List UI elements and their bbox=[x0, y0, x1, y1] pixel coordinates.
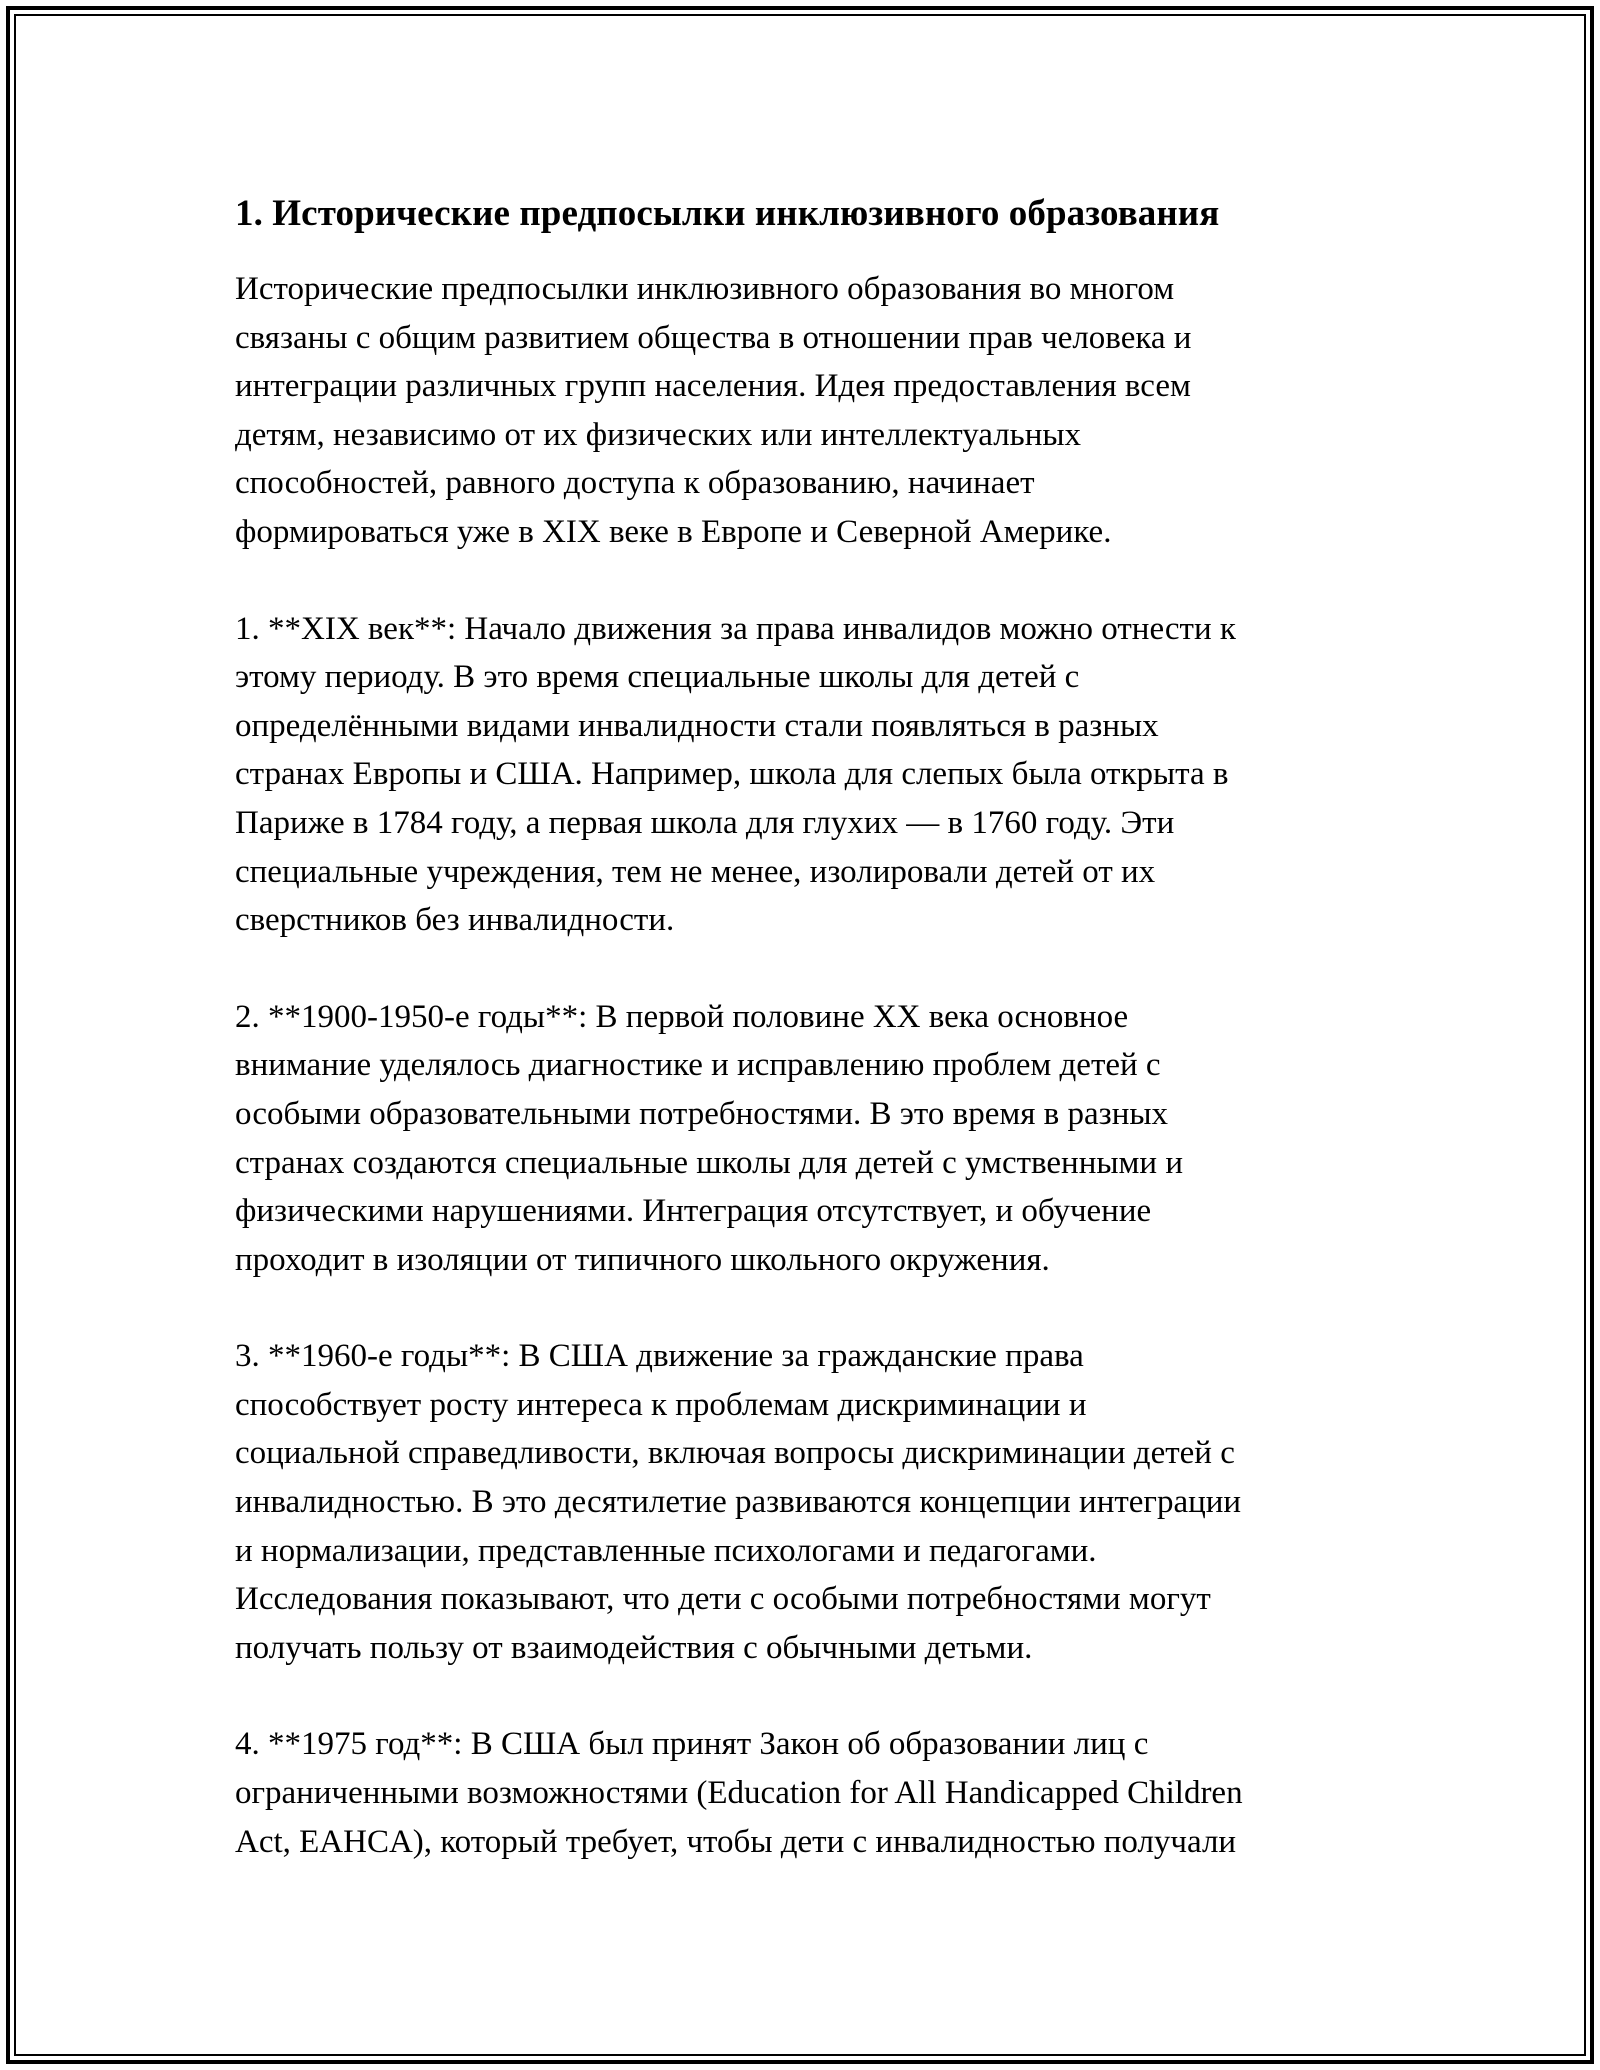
intro-paragraph: Исторические предпосылки инклюзивного образования во многом связаны с общим развитием общества в отношении прав человека и интеграции различных групп населения. Идея предоставления всем детям, независимо от их физических или интеллектуальных способностей, равного доступа к образованию, начинает формироваться уже в XIX веке в Европе и Северной Америке. bbox=[235, 271, 1192, 550]
list-item-1975: 4. **1975 год**: В США был принят Закон об образовании лиц с ограниченными возможностями (Education for All Handicapped Children Act, EAHCA), который требует, чтобы дети с инвалидностью получали bbox=[235, 1726, 1243, 1860]
section-heading: 1. Исторические предпосылки инклюзивного образования bbox=[235, 193, 1220, 234]
list-item-1900-1950: 2. **1900-1950-е годы**: В первой половине XX века основное внимание уделялось диагностике и исправлению проблем детей с особыми образовательными потребностями. В это время в разных странах создаются специальные школы для детей с умственными и физическими нарушениями. Интеграция отсутствует, и обучение проходит в изоляции от типичного школьного окружения. bbox=[235, 998, 1183, 1278]
list-item-xix-century: 1. **XIX век**: Начало движения за права инвалидов можно отнести к этому периоду. В это время специальные школы для детей с определёнными видами инвалидности стали появляться в разных странах Европы и США. Например, школа для слепых была открыта в Париже в 1784 году, а первая школа для глухих — в 1760 году. Эти специальные учреждения, тем не менее, изолировали детей от их сверстников без инвалидности. bbox=[235, 610, 1236, 939]
list-item-1960s: 3. **1960-е годы**: В США движение за гражданские права способствует росту интереса к проблемам дискриминации и социальной справедливости, включая вопросы дискриминации детей с инвалидностью. В это десятилетие развиваются концепции интеграции и нормализации, представленные психологами и педагогами. Исследования показывают, что дети с особыми потребностями могут получать пользу от взаимодействия с обычными детьми. bbox=[235, 1338, 1242, 1666]
document-page bbox=[235, 182, 1365, 1914]
